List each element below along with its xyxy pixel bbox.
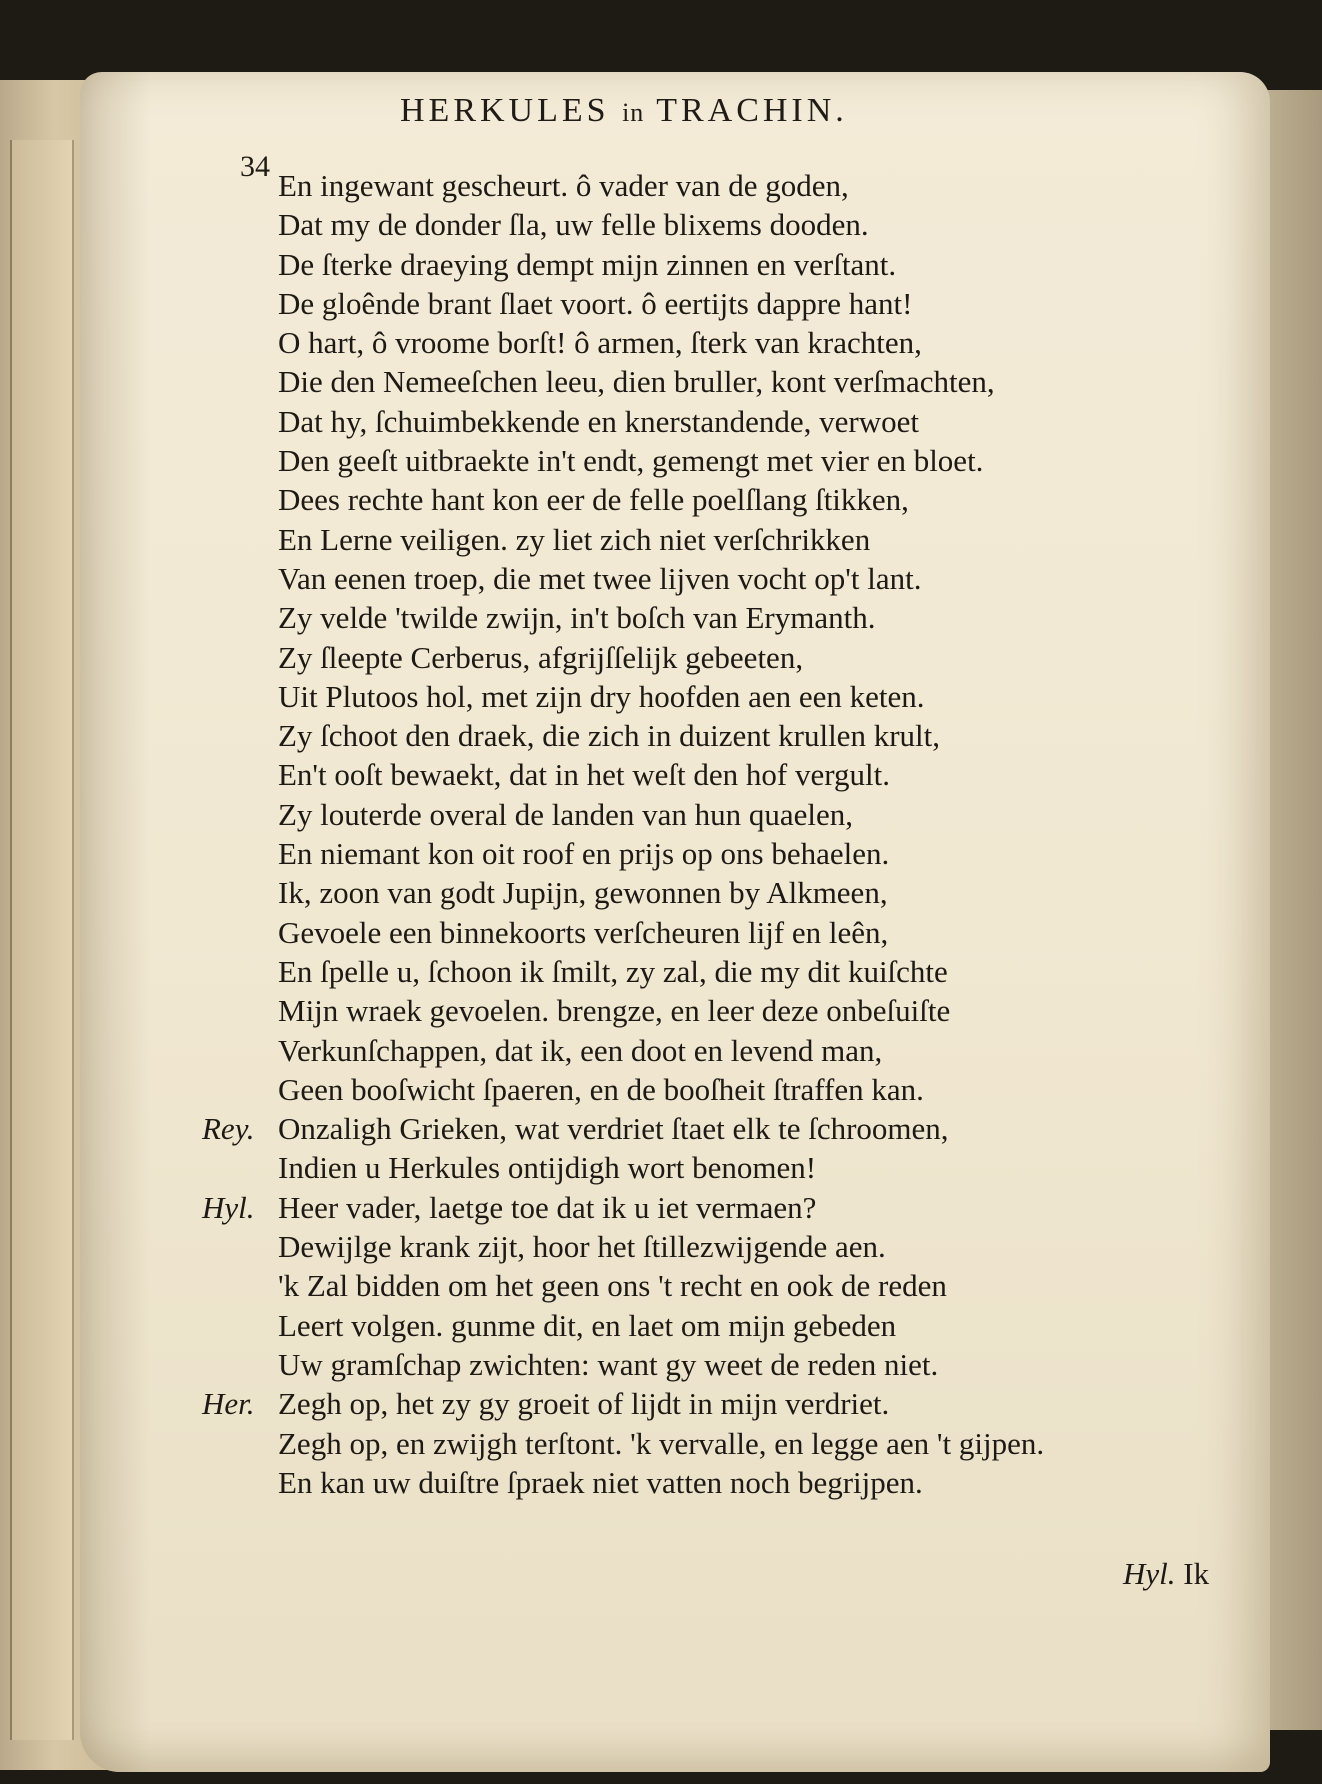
verse-line [238, 598, 1258, 637]
verse-line-text: Gevoele een binnekoorts verſcheuren lijf en leên, [278, 914, 889, 950]
verse-line [202, 1384, 1258, 1423]
verse-line-text: Leert volgen. gunme dit, en laet om mijn gebeden [278, 1307, 897, 1343]
verse-line [238, 1345, 1258, 1384]
speaker-label: Rey. [202, 1111, 255, 1147]
verse-line-text: En kan uw duiſtre ſpraek niet vatten noch begrijpen. [278, 1464, 923, 1500]
verse-line [238, 677, 1258, 716]
running-head [400, 92, 1090, 130]
verse-line [238, 991, 1258, 1030]
verse-line-text: Uit Plutoos hol, met zijn dry hoofden aen een keten. [278, 678, 925, 714]
verse-line-text: Dewijlge krank zijt, hoor het ſtillezwijgende aen. [278, 1229, 886, 1265]
verse-line [238, 834, 1258, 873]
verse-line-text: En ingewant gescheurt. ô vader van de goden, [278, 168, 849, 203]
catchword-word: Ik [1183, 1556, 1210, 1591]
verse-line [238, 166, 1258, 205]
verse-line-text: Indien u Herkules ontijdigh wort benomen! [278, 1150, 817, 1186]
verse-line-text: En't ooſt bewaekt, dat in het weſt den hof vergult. [278, 757, 890, 793]
verse-line-text: Zegh op, en zwijgh terſtont. 'k vervalle, en legge aen 't gijpen. [278, 1425, 1045, 1461]
page-stack-edge [10, 140, 74, 1740]
verse-line [238, 205, 1258, 244]
verse-line [238, 1148, 1258, 1187]
verse-line-text: Dat hy, ſchuimbekkende en knerstandende, verwoet [278, 403, 920, 439]
verse-line [238, 913, 1258, 952]
verse-line-text: Dat my de donder ſla, uw felle blixems dooden. [278, 207, 869, 243]
verse-line [238, 245, 1258, 284]
verse-line [238, 755, 1258, 794]
verse-line-text: O hart, ô vroome borſt! ô armen, ſterk van krachten, [278, 325, 922, 361]
verse-line [202, 1188, 1258, 1227]
verse-line [238, 795, 1258, 834]
verse-line [238, 1227, 1258, 1266]
verse-line-text: En ſpelle u, ſchoon ik ſmilt, zy zal, die my dit kuiſchte [278, 953, 948, 989]
verse-line [238, 952, 1258, 991]
verse-line [238, 441, 1258, 480]
page-number: 34 [240, 150, 270, 183]
verse-line [238, 1031, 1258, 1070]
verse-text [202, 166, 1258, 1502]
verse-line-text: Dees rechte hant kon eer de felle poelſlang ſtikken, [278, 482, 909, 518]
verse-line-text: Heer vader, laetge toe dat ik u iet vermaen? [278, 1189, 817, 1225]
catchword-speaker: Hyl. [1123, 1556, 1176, 1591]
verse-line-text: Ik, zoon van godt Jupijn, gewonnen by Alkmeen, [278, 875, 888, 911]
verse-line-text: De ſterke draeying dempt mijn zinnen en verſtant. [278, 246, 897, 282]
verse-line-text: Zy ſchoot den draek, die zich in duizent krullen krult, [278, 718, 940, 754]
verse-line-text: En Lerne veiligen. zy liet zich niet verſchrikken [278, 521, 871, 557]
title-trachin: TRACHIN. [656, 92, 848, 129]
verse-line [238, 284, 1258, 323]
verse-line [238, 1424, 1258, 1463]
verse-line [238, 480, 1258, 519]
verse-line-text: Zy louterde overal de landen van hun quaelen, [278, 796, 853, 832]
verse-line [238, 362, 1258, 401]
verse-line-text: Zegh op, het zy gy groeit of lijdt in mijn verdriet. [278, 1386, 890, 1422]
verse-line-text: Verkunſchappen, dat ik, een doot en levend man, [278, 1032, 883, 1068]
verse-line-text: Mijn wraek gevoelen. brengze, en leer deze onbeſuiſte [278, 993, 951, 1029]
verse-line [238, 1463, 1258, 1502]
verse-line [238, 520, 1258, 559]
title-herkules: HERKULES [400, 92, 610, 129]
verse-line-text: Zy ſleepte Cerberus, afgrijſſelijk gebeeten, [278, 639, 804, 675]
verse-line [238, 1306, 1258, 1345]
title-in: in [622, 98, 645, 127]
verse-line [202, 1109, 1258, 1148]
speaker-label: Hyl. [202, 1189, 255, 1225]
verse-line-text: Die den Nemeeſchen leeu, dien bruller, kont verſmachten, [278, 364, 995, 400]
verse-line-text: Den geeſt uitbraekte in't endt, gemengt met vier en bloet. [278, 443, 984, 479]
verse-line [238, 559, 1258, 598]
verse-line [238, 1070, 1258, 1109]
verse-line [238, 402, 1258, 441]
catchword [1123, 1556, 1209, 1592]
verse-line [238, 1266, 1258, 1305]
verse-line-text: Uw gramſchap zwichten: want gy weet de reden niet. [278, 1346, 939, 1382]
verse-line-text: En niemant kon oit roof en prijs op ons behaelen. [278, 836, 890, 872]
verse-line-text: Van eenen troep, die met twee lijven vocht op't lant. [278, 560, 922, 596]
verse-line [238, 638, 1258, 677]
verse-line [238, 323, 1258, 362]
verse-line-text: 'k Zal bidden om het geen ons 't recht en ook de reden [278, 1268, 947, 1304]
verse-line-text: Onzaligh Grieken, wat verdriet ſtaet elk te ſchroomen, [278, 1111, 949, 1147]
verse-line [238, 716, 1258, 755]
verse-line [238, 873, 1258, 912]
verse-line-text: Zy velde 'twilde zwijn, in't boſch van Erymanth. [278, 600, 876, 636]
verse-line-text: Geen booſwicht ſpaeren, en de booſheit ſtraffen kan. [278, 1071, 924, 1107]
verse-line-text: De gloênde brant ſlaet voort. ô eertijts dappre hant! [278, 285, 913, 321]
speaker-label: Her. [202, 1386, 255, 1422]
